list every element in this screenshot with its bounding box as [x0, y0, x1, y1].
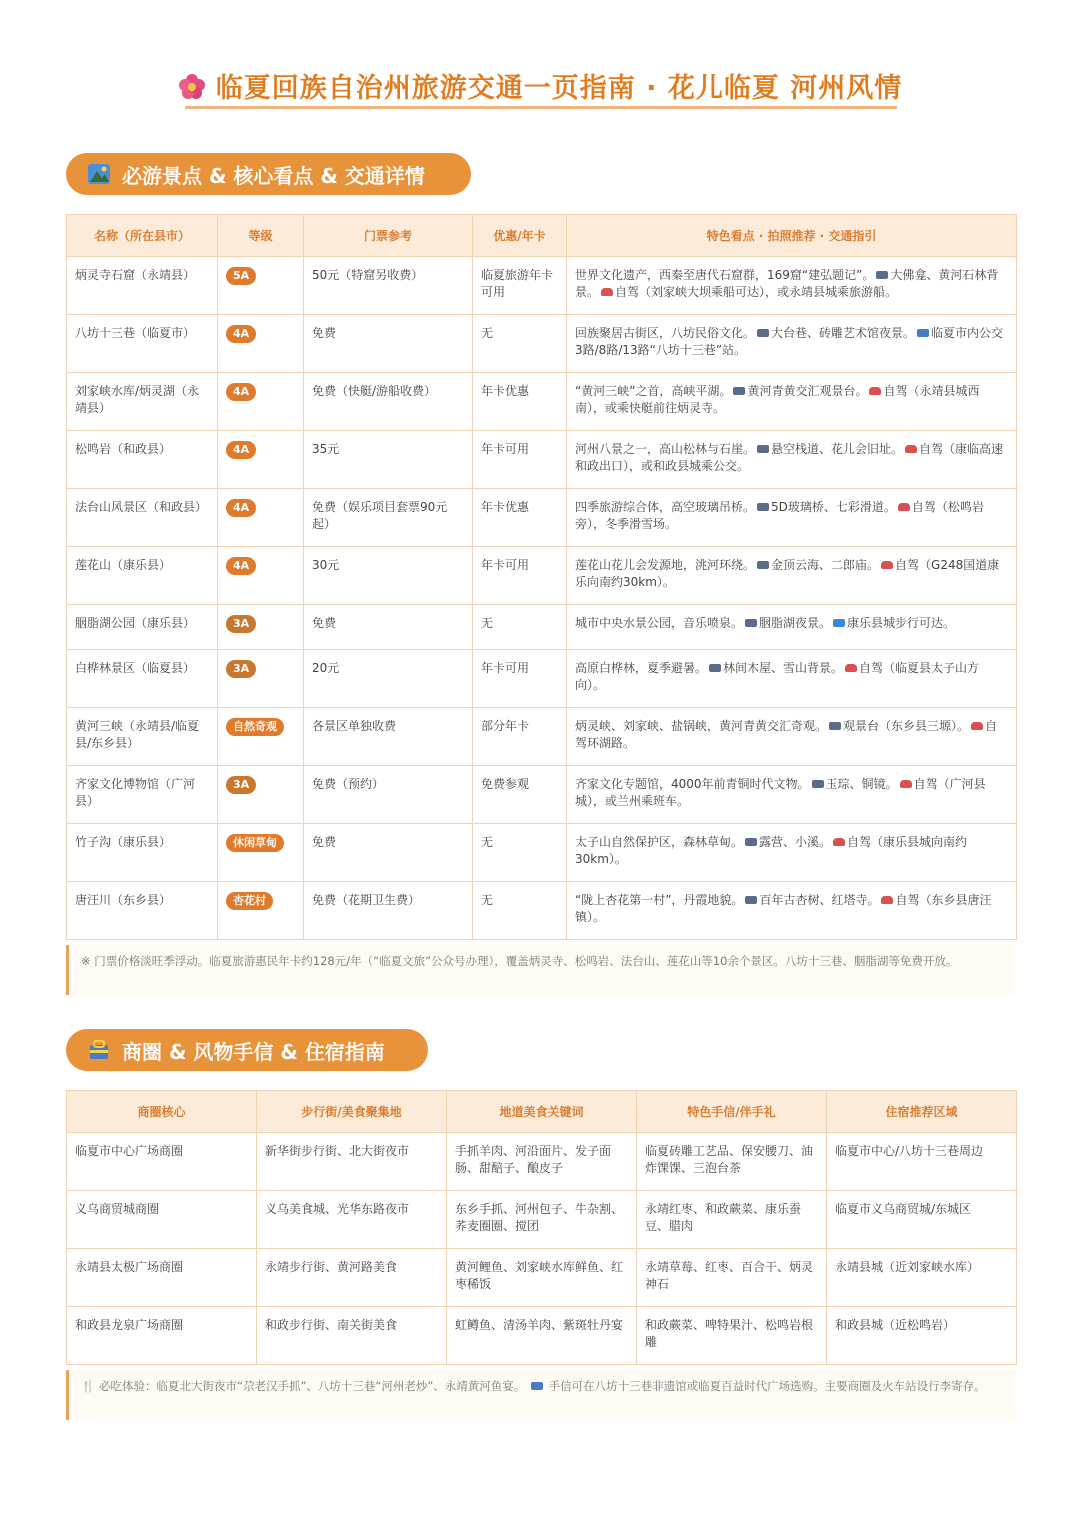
highlight-text: 炳灵峡、刘家峡、盐锅峡，黄河青黄交汇奇观。	[575, 719, 828, 733]
page-title-text: 临夏回族自治州旅游交通一页指南 · 花儿临夏 河州风情	[215, 73, 903, 104]
discount-info: 无	[473, 882, 567, 940]
transport-tip: 自驾（康临高速和政出口），或和政县城乘公交。	[575, 442, 1004, 473]
highlights-cell	[567, 766, 1017, 824]
camera-icon	[876, 271, 888, 279]
food-street: 永靖步行街、黄河路美食	[257, 1249, 447, 1307]
highlight-text: 四季旅游综合体，高空玻璃吊桥。	[575, 500, 756, 514]
stay-area: 临夏市义乌商贸城/东城区	[827, 1191, 1017, 1249]
photo-tip: 胭脂湖夜景。	[759, 616, 832, 630]
section-heading-text: 商圈 & 风物手信 & 住宿指南	[122, 1039, 385, 1064]
car-icon	[971, 722, 983, 730]
car-icon	[900, 780, 912, 788]
table-row	[67, 650, 1017, 708]
highlight-text: 高原白桦林，夏季避暑。	[575, 661, 708, 675]
column-header: 商圈核心	[67, 1091, 257, 1133]
level-badge: 4A	[226, 499, 256, 517]
highlights-cell	[567, 373, 1017, 431]
photo-tip: 大台巷、砖雕艺术馆夜景。	[771, 326, 916, 340]
level-badge: 自然奇观	[226, 718, 284, 736]
stay-area: 永靖县城（近刘家峡水库）	[827, 1249, 1017, 1307]
ticket-price: 免费（预约）	[304, 766, 473, 824]
column-header: 特色手信/伴手礼	[637, 1091, 827, 1133]
table-row	[67, 315, 1017, 373]
ticket-price: 免费（快艇/游船收费）	[304, 373, 473, 431]
camera-icon	[829, 722, 841, 730]
highlight-text: 城市中央水景公园，音乐喷泉。	[575, 616, 744, 630]
local-food: 手抓羊肉、河沿面片、发子面肠、甜醅子、酿皮子	[447, 1133, 637, 1191]
ticket-price: 免费	[304, 315, 473, 373]
photo-tip: 百年古杏树、红塔寺。	[759, 893, 880, 907]
souvenirs: 临夏砖雕工艺品、保安腰刀、油炸馃馃、三泡台茶	[637, 1133, 827, 1191]
level-badge: 3A	[226, 615, 256, 633]
discount-info: 年卡优惠	[473, 373, 567, 431]
table-row	[67, 1191, 1017, 1249]
car-icon	[881, 561, 893, 569]
highlight-text: 莲花山花儿会发源地，洮河环绕。	[575, 558, 756, 572]
level-cell	[218, 650, 304, 708]
food-street: 新华街步行街、北大街夜市	[257, 1133, 447, 1191]
level-cell	[218, 373, 304, 431]
table-row	[67, 1133, 1017, 1191]
table-row	[67, 824, 1017, 882]
discount-info: 无	[473, 824, 567, 882]
column-header: 名称（所在县市）	[67, 215, 218, 257]
shopping-bag-icon	[88, 1040, 110, 1060]
flower-icon	[178, 73, 206, 101]
attraction-name: 炳灵寺石窟（永靖县）	[67, 257, 218, 315]
camera-icon	[757, 445, 769, 453]
food-note-text: 必吃体验：临夏北大街夜市“尕老汉手抓”、八坊十三巷“河州老炒”、永靖黄河鱼宴。	[98, 1379, 526, 1393]
page-title	[0, 66, 1080, 105]
level-badge: 4A	[226, 325, 256, 343]
highlight-text: 世界文化遗产，西秦至唐代石窟群，169窟“建弘题记”。	[575, 268, 875, 282]
table-row	[67, 373, 1017, 431]
photo-tip: 金顶云海、二郎庙。	[771, 558, 880, 572]
highlight-text: 太子山自然保护区，森林草甸。	[575, 835, 744, 849]
highlights-cell	[567, 257, 1017, 315]
transport-tip: 自驾（刘家峡大坝乘船可达），或永靖县城乘旅游船。	[615, 285, 898, 299]
photo-tip: 悬空栈道、花儿会旧址。	[771, 442, 904, 456]
level-cell	[218, 605, 304, 650]
column-header: 等级	[218, 215, 304, 257]
camera-icon	[745, 838, 757, 846]
highlights-cell	[567, 431, 1017, 489]
column-header: 地道美食关键词	[447, 1091, 637, 1133]
highlights-cell	[567, 708, 1017, 766]
highlights-cell	[567, 605, 1017, 650]
table-row	[67, 882, 1017, 940]
ticket-price: 免费（花期卫生费）	[304, 882, 473, 940]
column-header: 特色看点 · 拍照推荐 · 交通指引	[567, 215, 1017, 257]
discount-info: 部分年卡	[473, 708, 567, 766]
attraction-name: 黄河三峡（永靖县/临夏县/东乡县）	[67, 708, 218, 766]
level-cell	[218, 489, 304, 547]
level-cell	[218, 431, 304, 489]
fork-knife-icon: 🍴	[81, 1379, 96, 1393]
transport-tip: 康乐县城步行可达。	[847, 616, 956, 630]
section-heading-attractions	[66, 153, 471, 195]
discount-info: 年卡可用	[473, 431, 567, 489]
photo-tip: 林间木屋、雪山背景。	[723, 661, 844, 675]
discount-info: 年卡可用	[473, 547, 567, 605]
attraction-name: 竹子沟（康乐县）	[67, 824, 218, 882]
level-cell	[218, 766, 304, 824]
attraction-name: 唐汪川（东乡县）	[67, 882, 218, 940]
level-badge: 杏花村	[226, 892, 273, 910]
discount-info: 年卡可用	[473, 650, 567, 708]
food-street: 和政步行街、南关街美食	[257, 1307, 447, 1365]
attraction-name: 八坊十三巷（临夏市）	[67, 315, 218, 373]
highlights-cell	[567, 315, 1017, 373]
level-cell	[218, 708, 304, 766]
section-heading-shopping	[66, 1029, 428, 1071]
column-header: 步行街/美食聚集地	[257, 1091, 447, 1133]
highlights-cell	[567, 489, 1017, 547]
ticket-price: 免费	[304, 605, 473, 650]
level-badge: 4A	[226, 557, 256, 575]
table-row	[67, 766, 1017, 824]
level-cell	[218, 257, 304, 315]
transport-tip: 自驾（东乡县唐汪镇）。	[575, 893, 992, 924]
business-district: 义乌商贸城商圈	[67, 1191, 257, 1249]
camera-icon	[757, 561, 769, 569]
local-food: 东乡手抓、河州包子、牛杂割、荞麦圈圈、搅团	[447, 1191, 637, 1249]
business-district: 和政县龙泉广场商圈	[67, 1307, 257, 1365]
bag-icon	[531, 1382, 543, 1390]
highlights-cell	[567, 547, 1017, 605]
ticket-note: ※ 门票价格淡旺季浮动。临夏旅游惠民年卡约128元/年（“临夏文旅”公众号办理），覆盖炳灵寺、松鸣岩、法台山、莲花山等10余个景区。八坊十三巷、胭脂湖等免费开放。	[66, 945, 1016, 995]
title-underline	[185, 106, 897, 109]
business-district: 永靖县太极广场商圈	[67, 1249, 257, 1307]
photo-tip: 5D玻璃桥、七彩滑道。	[771, 500, 896, 514]
food-street: 义乌美食城、光华东路夜市	[257, 1191, 447, 1249]
car-icon	[881, 896, 893, 904]
level-cell	[218, 547, 304, 605]
level-badge: 4A	[226, 441, 256, 459]
shopping-table	[66, 1090, 1017, 1365]
souvenirs: 和政蕨菜、啤特果汁、松鸣岩根雕	[637, 1307, 827, 1365]
attraction-name: 刘家峡水库/炳灵湖（永靖县）	[67, 373, 218, 431]
car-icon	[601, 288, 613, 296]
car-icon	[845, 664, 857, 672]
table-row	[67, 431, 1017, 489]
highlight-text: 回族聚居古街区，八坊民俗文化。	[575, 326, 756, 340]
local-food: 虹鳟鱼、清汤羊肉、紫斑牡丹宴	[447, 1307, 637, 1365]
attraction-name: 胭脂湖公园（康乐县）	[67, 605, 218, 650]
attraction-name: 松鸣岩（和政县）	[67, 431, 218, 489]
ticket-price: 20元	[304, 650, 473, 708]
transport-tip: 自驾（松鸣岩旁），冬季滑雪场。	[575, 500, 984, 531]
ticket-price: 35元	[304, 431, 473, 489]
stay-area: 临夏市中心/八坊十三巷周边	[827, 1133, 1017, 1191]
discount-info: 年卡优惠	[473, 489, 567, 547]
attraction-name: 莲花山（康乐县）	[67, 547, 218, 605]
souvenirs: 永靖草莓、红枣、百合干、炳灵神石	[637, 1249, 827, 1307]
table-row	[67, 257, 1017, 315]
local-food: 黄河鲤鱼、刘家峡水库鲜鱼、红枣稀饭	[447, 1249, 637, 1307]
gift-note-text: 手信可在八坊十三巷非遗馆或临夏百益时代广场选购。主要商圈及火车站设行李寄存。	[548, 1379, 986, 1393]
highlights-cell	[567, 824, 1017, 882]
table-row	[67, 489, 1017, 547]
highlight-text: 齐家文化专题馆，4000年前青铜时代文物。	[575, 777, 810, 791]
ticket-price: 30元	[304, 547, 473, 605]
stay-area: 和政县城（近松鸣岩）	[827, 1307, 1017, 1365]
discount-info: 无	[473, 315, 567, 373]
highlight-text: “黄河三峡”之首，高峡平湖。	[575, 384, 732, 398]
car-icon	[898, 503, 910, 511]
highlights-cell	[567, 882, 1017, 940]
highlight-text: “陇上杏花第一村”，丹霞地貌。	[575, 893, 744, 907]
level-cell	[218, 824, 304, 882]
table-row	[67, 708, 1017, 766]
highlight-text: 河州八景之一，高山松林与石崖。	[575, 442, 756, 456]
camera-icon	[757, 329, 769, 337]
level-badge: 休闲草甸	[226, 834, 284, 852]
camera-icon	[709, 664, 721, 672]
table-row	[67, 1249, 1017, 1307]
landscape-icon	[88, 164, 110, 184]
business-district: 临夏市中心广场商圈	[67, 1133, 257, 1191]
level-badge: 3A	[226, 660, 256, 678]
ticket-price: 免费（娱乐项目套票90元起）	[304, 489, 473, 547]
photo-tip: 露营、小溪。	[759, 835, 832, 849]
car-icon	[905, 445, 917, 453]
discount-info: 临夏旅游年卡可用	[473, 257, 567, 315]
camera-icon	[757, 503, 769, 511]
level-cell	[218, 315, 304, 373]
walk-icon	[833, 619, 845, 627]
column-header: 住宿推荐区域	[827, 1091, 1017, 1133]
section-heading-text: 必游景点 & 核心看点 & 交通详情	[122, 163, 425, 188]
transport-tip: 自驾（临夏县太子山方向）。	[575, 661, 980, 692]
camera-icon	[745, 896, 757, 904]
car-icon	[869, 387, 881, 395]
transport-tip: 自驾（广河县城），或兰州乘班车。	[575, 777, 986, 808]
transport-tip: 自驾（康乐县城向南约30km）。	[575, 835, 968, 866]
photo-tip: 大佛龛、黄河石林背景。	[575, 268, 999, 299]
column-header: 门票参考	[304, 215, 473, 257]
transport-tip: 自驾（G248国道康乐向南约30km）。	[575, 558, 1000, 589]
ticket-price: 免费	[304, 824, 473, 882]
table-row	[67, 605, 1017, 650]
photo-tip: 观景台（东乡县三塬）。	[843, 719, 970, 733]
ticket-price: 50元（特窟另收费）	[304, 257, 473, 315]
ticket-price: 各景区单独收费	[304, 708, 473, 766]
camera-icon	[812, 780, 824, 788]
camera-icon	[733, 387, 745, 395]
level-badge: 3A	[226, 776, 256, 794]
transport-tip: 自驾环湖路。	[575, 719, 998, 750]
table-row	[67, 1307, 1017, 1365]
column-header: 优惠/年卡	[473, 215, 567, 257]
photo-tip: 黄河青黄交汇观景台。	[747, 384, 868, 398]
level-badge: 4A	[226, 383, 256, 401]
level-cell	[218, 882, 304, 940]
souvenirs: 永靖红枣、和政蕨菜、康乐蚕豆、腊肉	[637, 1191, 827, 1249]
camera-icon	[745, 619, 757, 627]
discount-info: 免费参观	[473, 766, 567, 824]
photo-tip: 玉琮、铜镜。	[825, 777, 898, 791]
transport-tip: 临夏市内公交3路/8路/13路“八坊十三巷”站。	[575, 326, 1004, 357]
food-note	[66, 1370, 1016, 1420]
attraction-name: 齐家文化博物馆（广河县）	[67, 766, 218, 824]
attraction-name: 白桦林景区（临夏县）	[67, 650, 218, 708]
car-icon	[833, 838, 845, 846]
bus-icon	[917, 329, 929, 337]
table-row	[67, 547, 1017, 605]
transport-tip: 自驾（永靖县城西南），或乘快艇前往炳灵寺。	[575, 384, 980, 415]
highlights-cell	[567, 650, 1017, 708]
level-badge: 5A	[226, 267, 256, 285]
attractions-table	[66, 214, 1017, 940]
discount-info: 无	[473, 605, 567, 650]
attraction-name: 法台山风景区（和政县）	[67, 489, 218, 547]
